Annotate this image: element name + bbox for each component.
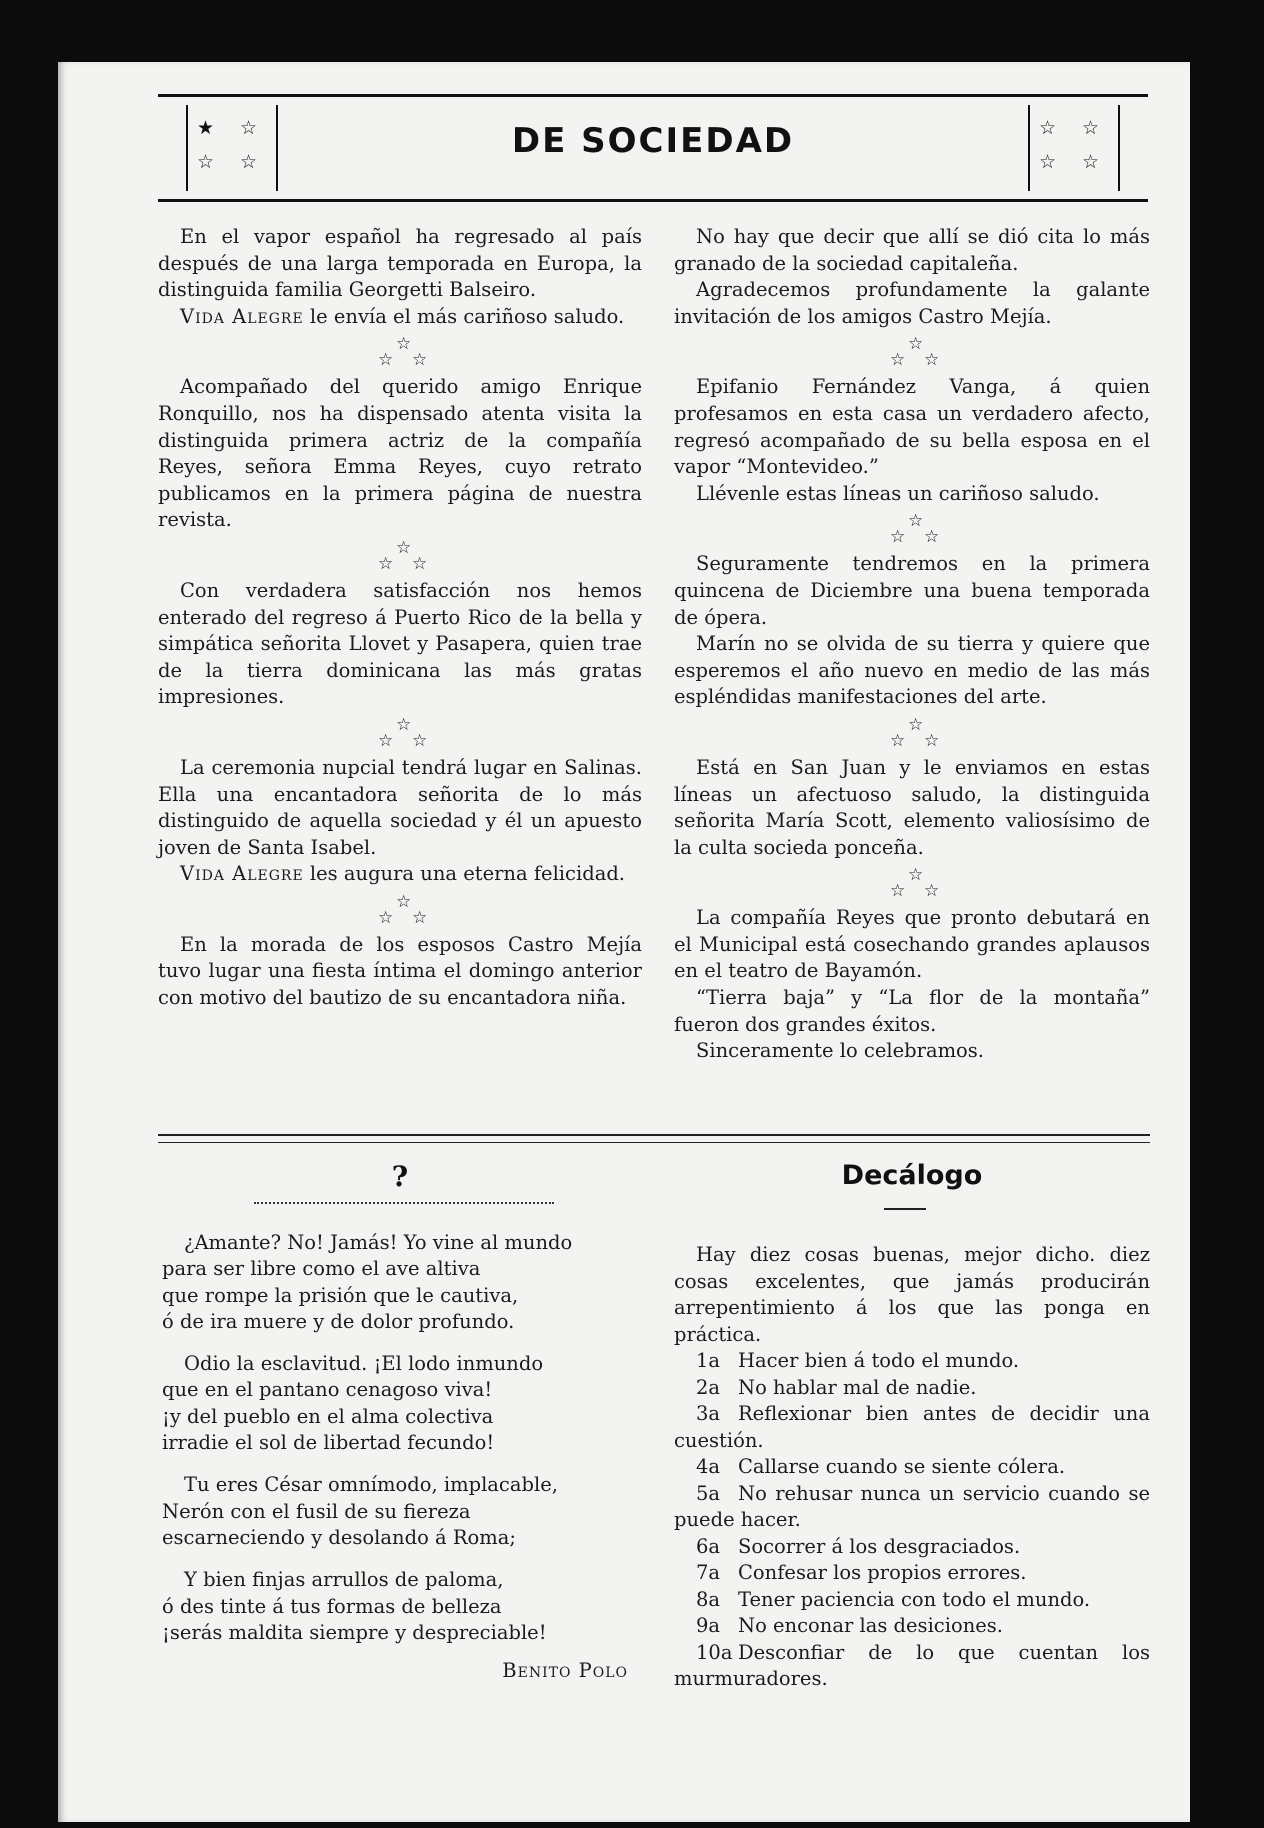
paragraph: Sinceramente lo celebramos. [696, 1039, 985, 1063]
decalogo-rule [674, 1534, 1150, 1561]
rule-number: 8a [696, 1587, 721, 1611]
star-ornament [674, 330, 1150, 374]
rule-number: 7a [696, 1561, 721, 1584]
paragraph: Con verdadera satisfacción nos hemos enterado del regreso á Puerto Rico de la bella y simpática señorita Llovet y Pasapera, quien trae de la tierra dominicana las más gratas impresiones. [158, 578, 642, 709]
poem-line: Y bien finjas arrullos de paloma, [184, 1568, 504, 1592]
star-icon: ☆ [412, 350, 428, 371]
decalogo-rule [674, 1560, 1150, 1587]
rule-text: Reflexionar bien antes de decidir una cuestión. [674, 1402, 1150, 1452]
poem-line: irradie el sol de libertad fecundo! [162, 1431, 495, 1455]
poem-stanza [162, 1351, 648, 1456]
rule-text: Socorrer á los desgraciados. [738, 1534, 1021, 1558]
magazine-page [58, 62, 1190, 1822]
paragraph: La compañía Reyes que pronto debutará en el Municipal está cosechando grandes aplausos en el teatro de Bayamón. [674, 906, 1150, 983]
paragraph: “Tierra baja” y “La flor de la montaña” fueron dos grandes éxitos. [674, 986, 1150, 1036]
rule-number: 5a [696, 1481, 721, 1505]
poem-stanza [162, 1567, 648, 1646]
rule-text: Callarse cuando se siente cólera. [738, 1455, 1066, 1478]
rule-number: 3a [696, 1402, 721, 1425]
star-icon: ☆ [908, 865, 924, 886]
poem-line: ¿Amante? No! Jamás! Yo vine al mundo [184, 1231, 573, 1254]
star-ornament-right [1028, 105, 1120, 191]
rule-text: Tener paciencia con todo el mundo. [738, 1587, 1091, 1611]
star-icon: ☆ [908, 714, 924, 735]
rule-text: No rehusar nunca un servicio cuando se puede hacer. [674, 1481, 1150, 1531]
decalogo-rule [674, 1640, 1150, 1693]
decalogo-rule [674, 1375, 1150, 1402]
dotted-divider [254, 1202, 554, 1204]
star-icon: ☆ [378, 730, 394, 751]
star-icon-row: ★ ☆ [196, 117, 268, 139]
star-ornament [158, 711, 642, 755]
poem-line: escarneciendo y desolando á Roma; [162, 1525, 516, 1549]
rule-text: No enconar las desiciones. [738, 1614, 1004, 1637]
star-ornament [674, 507, 1150, 551]
poem-stanza [162, 1472, 648, 1551]
rule-number: 1a [696, 1349, 721, 1372]
star-icon: ☆ [378, 553, 394, 574]
poem-author: Benito Polo [502, 1659, 628, 1683]
poem-line: ó de ira muere y de dolor profundo. [162, 1309, 515, 1333]
star-icon: ☆ [412, 553, 428, 574]
decalogo-title: Decálogo [841, 1160, 983, 1191]
star-icon: ☆ [890, 730, 906, 751]
star-icon: ☆ [412, 730, 428, 751]
star-icon-row: ☆ ☆ [1038, 117, 1110, 139]
rule-number: 9a [696, 1614, 721, 1637]
star-ornament [674, 711, 1150, 755]
paragraph: Llévenle estas líneas un cariñoso saludo. [696, 481, 1100, 505]
star-icon: ☆ [924, 881, 940, 902]
magazine-name: Vida Alegre [180, 862, 304, 886]
rule-text: Confesar los propios errores. [738, 1561, 1027, 1584]
star-icon: ☆ [924, 527, 940, 548]
section-header [158, 94, 1148, 202]
poem-stanza [162, 1230, 648, 1335]
decalogo-intro: Hay diez cosas buenas, mejor dicho. diez cosas excelentes, que jamás producirán arrepentimiento á los que las ponga en práctica. [674, 1243, 1150, 1346]
rule-number: 2a [696, 1375, 721, 1399]
decalogo-rule [674, 1613, 1150, 1640]
star-ornament [158, 534, 642, 578]
star-icon: ☆ [396, 891, 412, 912]
section-divider [158, 1134, 1150, 1136]
rule-text: Desconfiar de lo que cuentan los murmuradores. [674, 1640, 1150, 1690]
paragraph-text: les augura una eterna felicidad. [303, 862, 625, 886]
paragraph: Acompañado del querido amigo Enrique Ronquillo, nos ha dispensado atenta visita la distinguida primera actriz de la compañía Reyes, señora Emma Reyes, cuyo retrato publicamos en la primera página de nuestra revista. [158, 375, 642, 532]
paragraph: En la morada de los esposos Castro Mejía tuvo lugar una fiesta íntima el domingo anterior con motivo del bautizo de su encantadora niña. [158, 932, 642, 1010]
star-icon: ☆ [396, 537, 412, 558]
star-icon: ☆ [924, 730, 940, 751]
poem-body [162, 1230, 648, 1684]
decalogo-rule [674, 1401, 1150, 1454]
decalogo-body [674, 1242, 1150, 1693]
star-ornament [158, 330, 642, 374]
star-ornament [674, 861, 1150, 905]
star-ornament [158, 888, 642, 932]
paragraph: No hay que decir que allí se dió cita lo más granado de la sociedad capitaleña. [674, 225, 1150, 275]
rule-text: No hablar mal de nadie. [738, 1375, 977, 1399]
rule-number: 6a [696, 1534, 721, 1558]
rule-number: 4a [696, 1455, 721, 1478]
star-icon: ☆ [378, 907, 394, 928]
paragraph [158, 861, 642, 888]
paragraph: Seguramente tendremos en la primera quincena de Diciembre una buena temporada de ópera. [674, 552, 1150, 629]
section-divider [158, 1142, 1150, 1143]
poem-line: que en el pantano cenagoso viva! [162, 1378, 493, 1402]
star-icon: ☆ [396, 714, 412, 735]
decalogo-rule [674, 1481, 1150, 1534]
magazine-name: Vida Alegre [180, 304, 304, 328]
paragraph: Epifanio Fernández Vanga, á quien profesamos en esta casa un verdadero afecto, regresó acompañado de su bella esposa en el vapor “Montevideo.” [674, 375, 1150, 479]
star-icon: ☆ [890, 527, 906, 548]
society-column-right [674, 224, 1150, 1065]
star-icon: ☆ [412, 907, 428, 928]
star-icon: ☆ [908, 511, 924, 532]
poem-line: ¡y del pueblo en el alma colectiva [162, 1404, 494, 1428]
paragraph: Marín no se olvida de su tierra y quiere que esperemos el año nuevo en medio de las más espléndidas manifestaciones del arte. [674, 632, 1150, 709]
poem-title: ? [391, 1160, 409, 1193]
rule-text: Hacer bien á todo el mundo. [738, 1349, 1020, 1372]
paragraph-text: le envía el más cariñoso saludo. [303, 304, 625, 328]
poem-line: que rompe la prisión que le cautiva, [162, 1283, 519, 1307]
star-icon: ☆ [890, 881, 906, 902]
title-dash [884, 1208, 926, 1210]
poem-line: ¡serás maldita siempre y despreciable! [162, 1620, 547, 1644]
paragraph [158, 304, 642, 331]
decalogo-rule [674, 1348, 1150, 1375]
star-icon-row: ☆ ☆ [196, 151, 268, 173]
society-column-left [158, 224, 642, 1012]
star-icon-row: ☆ ☆ [1038, 151, 1110, 173]
poem-line: para ser libre como el ave altiva [162, 1257, 481, 1281]
decalogo-rule [674, 1454, 1150, 1481]
paragraph: La ceremonia nupcial tendrá lugar en Salinas. Ella una encantadora señorita de lo más distinguido de aquella sociedad y él un apuesto joven de Santa Isabel. [158, 755, 642, 859]
paragraph: Agradecemos profundamente la galante invitación de los amigos Castro Mejía. [674, 278, 1150, 328]
poem-line: Nerón con el fusil de su fiereza [162, 1499, 471, 1523]
poem-line: ó des tinte á tus formas de belleza [162, 1594, 502, 1618]
star-icon: ☆ [396, 334, 412, 355]
poem-line: Tu eres César omnímodo, implacable, [184, 1473, 558, 1497]
paragraph: Está en San Juan y le enviamos en estas líneas un afectuoso saludo, la distinguida señorita María Scott, elemento valiosísimo de la culta socieda ponceña. [674, 755, 1150, 859]
star-icon: ☆ [908, 334, 924, 355]
star-icon: ☆ [890, 350, 906, 371]
star-icon: ☆ [924, 350, 940, 371]
section-title: DE SOCIEDAD [511, 121, 795, 161]
paragraph: En el vapor español ha regresado al país después de una larga temporada en Europa, la distinguida familia Georgetti Balseiro. [158, 225, 642, 302]
star-icon: ☆ [378, 350, 394, 371]
poem-line: Odio la esclavitud. ¡El lodo inmundo [184, 1352, 544, 1376]
rule-number: 10a [696, 1640, 733, 1664]
decalogo-rule [674, 1587, 1150, 1614]
